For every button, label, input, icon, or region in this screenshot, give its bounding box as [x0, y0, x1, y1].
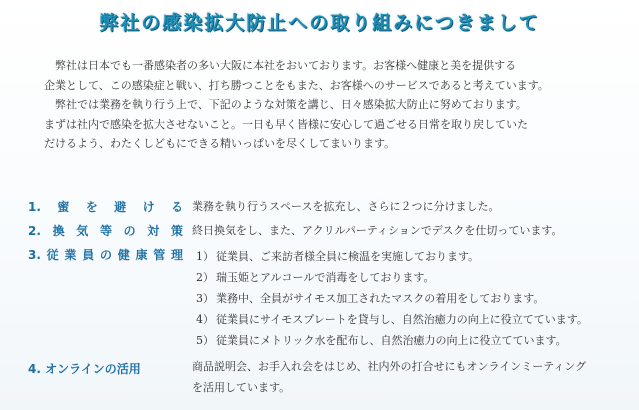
health-item — [196, 269, 434, 285]
measure-label: 3.従業員の健康管理 — [28, 248, 183, 262]
intro-line: まずは社内で感染を拡大させないこと。一日も早く皆様に安心して過ごせる日常を取り戻していた — [44, 117, 528, 131]
health-item-text: 瑞玉姫とアルコールで消毒をしております。 — [216, 271, 435, 284]
measure-desc: 業務を執り行うスペースを拡充し、さらに２つに分けました。 — [192, 200, 500, 213]
intro-line: 弊社では業務を執り行う上で、下記のような対策を講じ、日々感染拡大防止に努めております。 — [44, 98, 527, 111]
health-item-text: 従業員にサイモスプレートを貸与し、自然治癒力の向上に役立てています。 — [216, 313, 588, 326]
health-item-number: 2） — [196, 271, 214, 284]
health-item-text: 業務中、全員がサイモス加工されたマスクの着用をしております。 — [216, 292, 545, 305]
measure-label: 4. オンラインの活用 — [28, 362, 141, 376]
health-item — [196, 332, 567, 348]
page-title: 弊社の感染拡大防止への取り組みにつきまして — [99, 12, 540, 34]
intro-paragraph — [44, 56, 604, 154]
intro-line: 企業として、この感染症と戦い、打ち勝つことをもまた、お客様へのサービスであると考えています。 — [44, 78, 549, 92]
health-item-text: 従業員、ご来訪者様全員に検温を実施しております。 — [216, 250, 480, 263]
health-item-number: 5） — [196, 334, 214, 347]
health-item-text: 従業員にメトリック水を配布し、自然治癒力の向上に役立てています。 — [216, 334, 567, 347]
health-item-number: 3） — [196, 292, 214, 305]
measure-desc: 終日換気をし、また、アクリルパーティションでデスクを仕切っています。 — [192, 224, 563, 237]
intro-line: だけるよう、わたくしどもにできる精いっぱいを尽くしてまいります。 — [44, 137, 396, 150]
health-item — [196, 290, 544, 306]
health-item — [196, 248, 479, 264]
health-item — [196, 311, 588, 327]
measure-desc-line: 商品説明会、お手入れ会をはじめ、社内外の打合せにもオンラインミーティング — [192, 360, 587, 373]
measure-desc-line: を活用しています。 — [192, 381, 291, 394]
measure-label: 2.換気等の対策 — [28, 224, 183, 238]
health-item-number: 1） — [196, 250, 214, 263]
measure-label: 1.蜜を避ける — [28, 200, 183, 214]
health-item-number: 4） — [196, 313, 214, 326]
intro-line: 弊社は日本でも一番感染者の多い大阪に本社をおいております。お客様へ健康と美を提供する — [44, 59, 517, 72]
